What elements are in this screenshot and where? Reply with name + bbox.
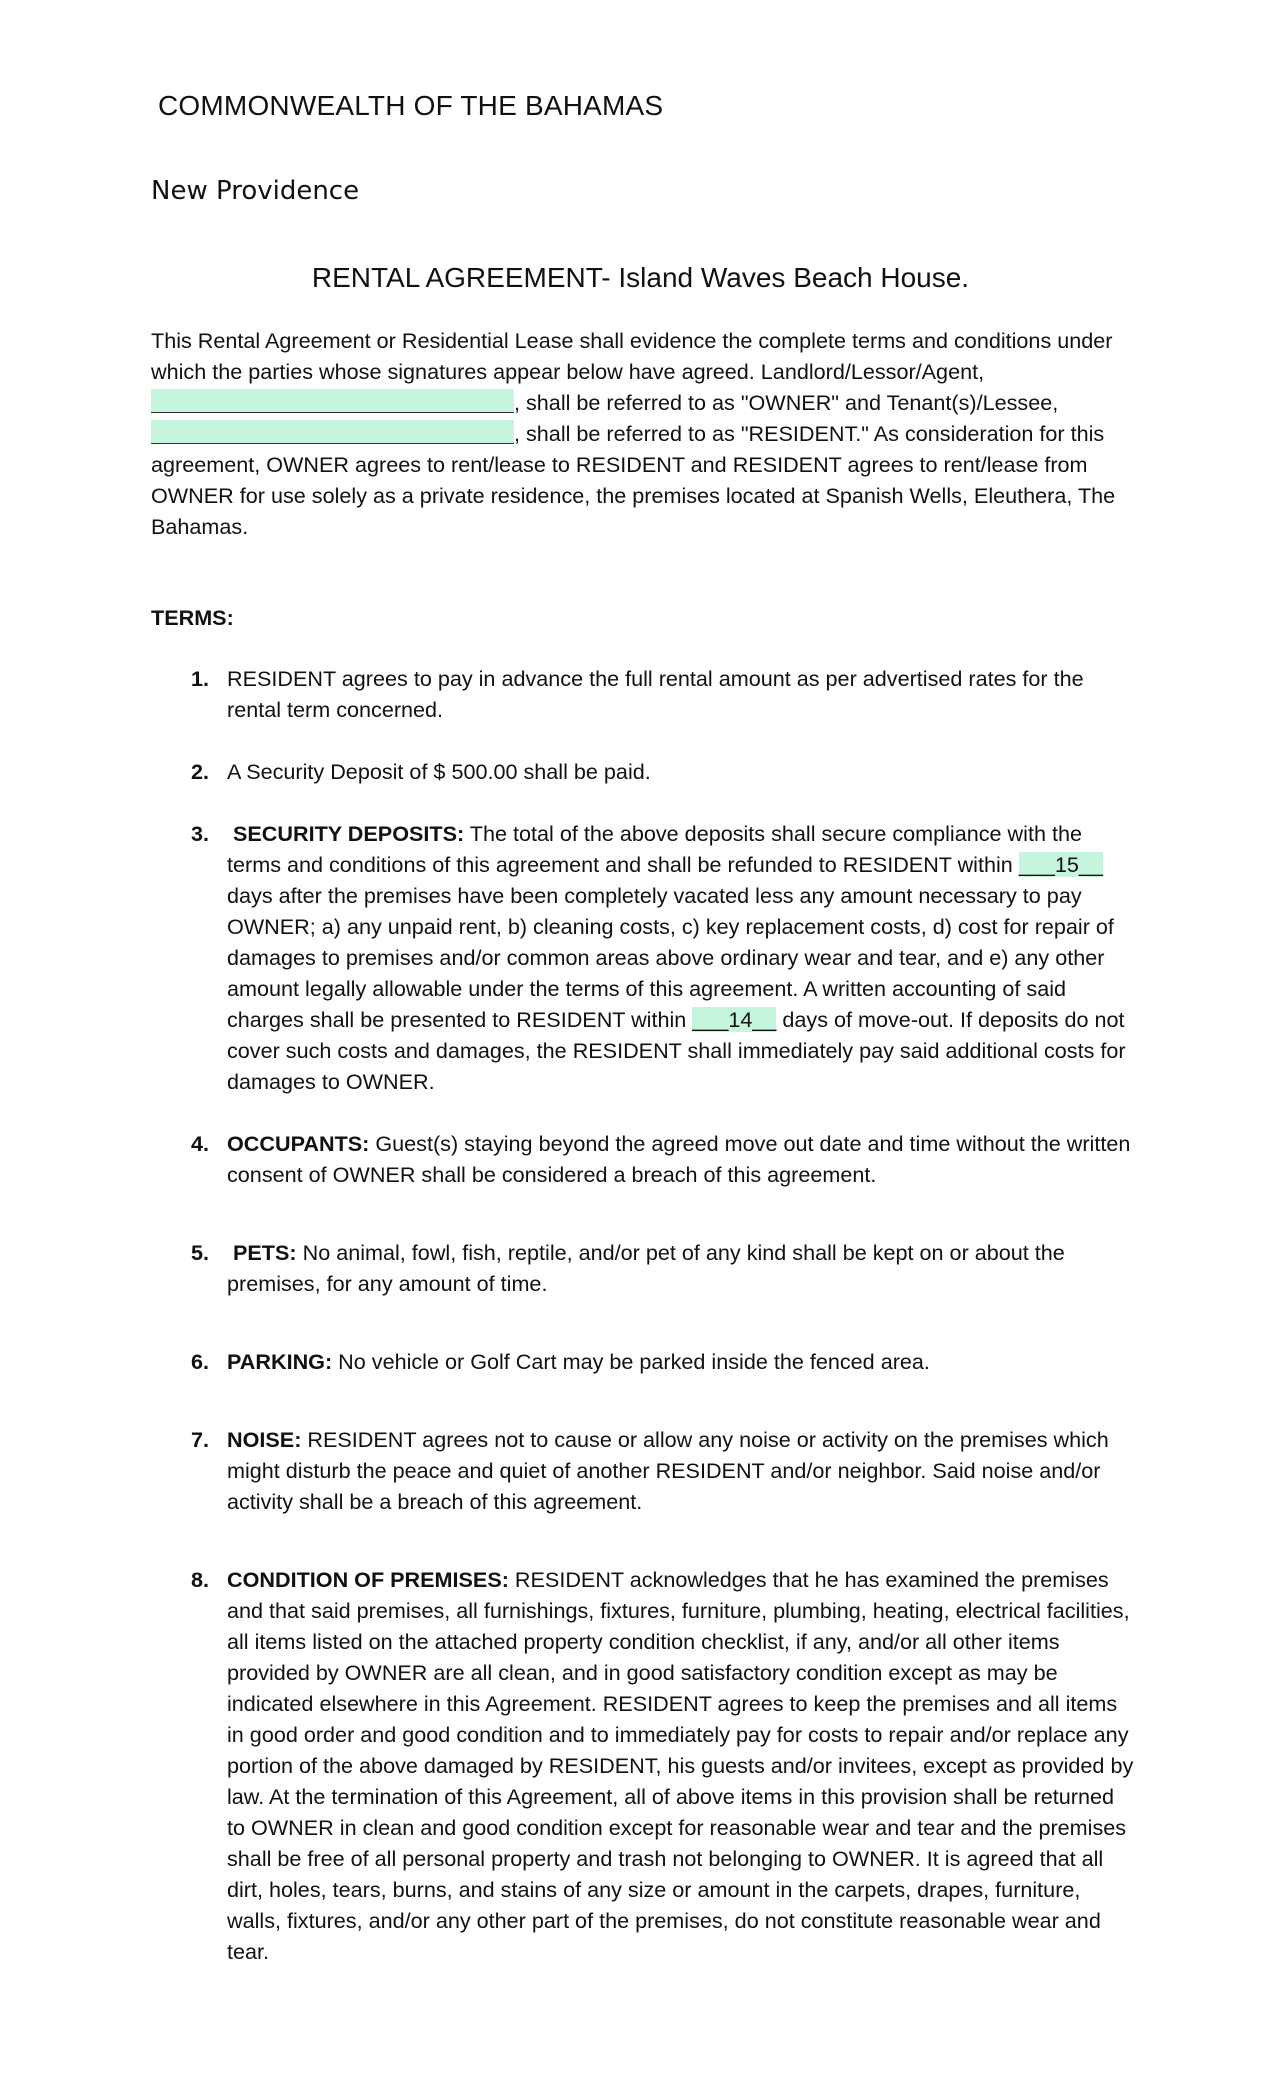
term-number: 2. — [190, 759, 209, 784]
term-item-5 — [151, 1237, 1136, 1299]
term-text-part1: The total of the above deposits shall secure compliance with the terms and conditions of this agreement and shall be refunded to RESIDENT within — [227, 821, 1082, 877]
term-number: 1. — [190, 666, 209, 691]
term-heading: NOISE: — [227, 1427, 302, 1452]
term-body: Guest(s) staying beyond the agreed move out date and time without the written consent of OWNER shall be considered a breach of this agreement. — [227, 1131, 1131, 1187]
term-heading: PETS: — [233, 1240, 297, 1265]
refund-days-field[interactable]: ___15__ — [1018, 852, 1103, 877]
intro-text-part1: This Rental Agreement or Residential Lease shall evidence the complete terms and conditions under which the parties whose signatures appear below have agreed. Landlord/Lessor/Agent, — [151, 328, 1113, 384]
resident-name-field[interactable] — [151, 420, 514, 444]
term-heading: SECURITY DEPOSITS: — [233, 821, 465, 846]
term-item-7 — [151, 1424, 1136, 1517]
accounting-days-field[interactable]: ___14__ — [692, 1007, 777, 1032]
term-item-2 — [151, 756, 1136, 787]
term-item-8 — [151, 1564, 1136, 1967]
country-heading: COMMONWEALTH OF THE BAHAMAS — [158, 90, 664, 121]
term-item-4 — [151, 1128, 1136, 1190]
term-item-1 — [151, 663, 1136, 725]
term-number: 5. — [190, 1240, 209, 1265]
owner-name-field[interactable] — [151, 389, 514, 413]
terms-list — [151, 663, 1136, 1967]
location-label: New Providence — [151, 176, 360, 206]
term-heading: PARKING: — [227, 1349, 333, 1374]
term-body: RESIDENT agrees not to cause or allow any noise or activity on the premises which might disturb the peace and quiet of another RESIDENT and/or neighbor. Said noise and/or activity shall be a breach of this agreement. — [227, 1427, 1109, 1514]
term-text: RESIDENT agrees to pay in advance the full rental amount as per advertised rates for the rental term concerned. — [227, 666, 1084, 722]
term-text — [227, 1128, 1136, 1190]
term-body: No animal, fowl, fish, reptile, and/or pet of any kind shall be kept on or about the premises, for any amount of time. — [227, 1240, 1065, 1296]
term-text — [227, 1237, 1136, 1299]
term-body: No vehicle or Golf Cart may be parked inside the fenced area. — [332, 1349, 930, 1374]
term-number: 8. — [190, 1567, 209, 1592]
intro-paragraph — [151, 325, 1126, 542]
term-number: 7. — [190, 1427, 209, 1452]
term-number: 6. — [190, 1349, 209, 1374]
term-text-part3: days of move-out. If deposits do not cover such costs and damages, the RESIDENT shall immediately pay said additional costs for damages to OWNER. — [227, 1007, 1126, 1094]
intro-text-part3: , shall be referred to as "RESIDENT." As consideration for this agreement, OWNER agrees to rent/lease to RESIDENT and RESIDENT agrees to rent/lease from OWNER for use solely as a private residence, the premises located at Spanish Wells, Eleuthera, The Bahamas. — [151, 421, 1116, 539]
term-body: RESIDENT acknowledges that he has examined the premises and that said premises, all furnishings, fixtures, furniture, plumbing, heating, electrical facilities, all items listed on the attached property condition checklist, if any, and/or all other items provided by OWNER are all clean, and in good satisfactory condition except as may be indicated elsewhere in this Agreement. RESIDENT agrees to keep the premises and all items in good order and good condition and to immediately pay for costs to repair and/or replace any portion of the above damaged by RESIDENT, his guests and/or invitees, except as provided by law. At the termination of this Agreement, all of above items in this provision shall be returned to OWNER in clean and good condition except for reasonable wear and tear and the premises shall be free of all personal property and trash not belonging to OWNER. It is agreed that all dirt, holes, tears, burns, and stains of any size or amount in the carpets, drapes, furniture, walls, fixtures, and/or any other part of the premises, do not constitute reasonable wear and tear. — [227, 1567, 1134, 1964]
term-text: A Security Deposit of $ 500.00 shall be paid. — [227, 759, 651, 784]
term-text — [227, 1424, 1136, 1517]
term-item-3 — [151, 818, 1136, 1097]
term-item-6 — [151, 1346, 1136, 1377]
term-heading: OCCUPANTS: — [227, 1131, 370, 1156]
term-text — [227, 818, 1136, 1097]
terms-heading: TERMS: — [151, 605, 234, 630]
term-text — [227, 1564, 1136, 1967]
term-text-part2: days after the premises have been completely vacated less any amount necessary to pay OWNER; a) any unpaid rent, b) cleaning costs, c) key replacement costs, d) cost for repair of damages to premises and/or common areas above ordinary wear and tear, and e) any other amount legally allowable under the terms of this agreement. A written accounting of said charges shall be presented to RESIDENT within — [227, 883, 1114, 1032]
document-title: RENTAL AGREEMENT- Island Waves Beach House. — [311, 262, 970, 293]
term-text — [227, 1346, 1136, 1377]
term-heading: CONDITION OF PREMISES: — [227, 1567, 509, 1592]
term-number: 3. — [190, 821, 209, 846]
intro-text-part2: , shall be referred to as "OWNER" and Tenant(s)/Lessee, — [514, 390, 1059, 415]
term-number: 4. — [190, 1131, 209, 1156]
